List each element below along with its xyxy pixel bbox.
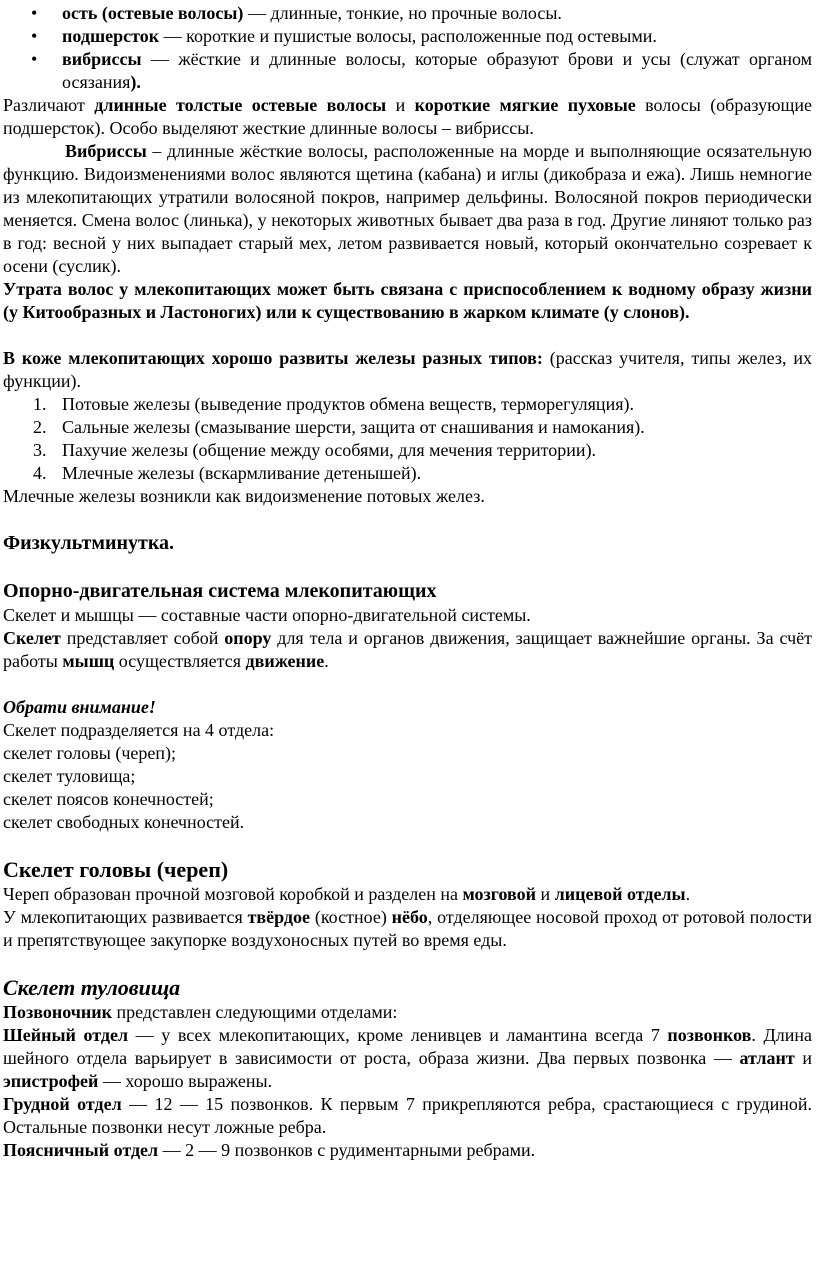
paragraph-thoracic: Грудной отдел — 12 — 15 позвонков. К первым 7 прикрепляются ребра, срастающиеся с грудиной. Остальные позвонки несут ложные ребра. [3, 1094, 812, 1137]
list-item: 3. Пахучие железы (общение между особями, для мечения территории). [33, 440, 597, 460]
paragraph-palate: У млекопитающих развивается твёрдое (костное) нёбо, отделяющее носовой проход от ротовой полости и препятствующее закупорке воздухоносных путей во время еды. [3, 907, 812, 950]
list-item: скелет головы (череп); [3, 743, 177, 763]
list-item: 2. Сальные железы (смазывание шерсти, защита от снашивания и намокания). [33, 417, 645, 437]
paragraph-parts-intro: Скелет подразделяется на 4 отдела: [3, 720, 275, 740]
heading-musculoskeletal: Опорно-двигательная система млекопитающих [3, 580, 437, 602]
paragraph-skeleton-role: Скелет представляет собой опору для тела и органов движения, защищает важнейшие органы. За счёт работы мышц осуществляется движение. [3, 628, 812, 671]
paragraph-skull: Череп образован прочной мозговой коробкой и разделен на мозговой и лицевой отделы. [3, 884, 691, 904]
paragraph-glands-intro: В коже млекопитающих хорошо развиты железы разных типов: (рассказ учителя, типы желез, их функции). [3, 348, 812, 391]
paragraph-hair-kinds: Различают длинные толстые остевые волосы и короткие мягкие пуховые волосы (образующие подшерсток). Особо выделяют жесткие длинные волосы – вибриссы. [3, 95, 812, 138]
glands-list [3, 393, 812, 485]
heading-trunk-skeleton: Скелет туловища [3, 975, 181, 1000]
bullet-icon: • [31, 3, 38, 23]
paragraph-mammary: Млечные железы возникли как видоизменение потовых желез. [3, 486, 485, 506]
list-item: скелет поясов конечностей; [3, 789, 214, 809]
list-item: 4. Млечные железы (вскармливание детенышей). [33, 463, 422, 483]
list-item: скелет свободных конечностей. [3, 812, 245, 832]
paragraph-lumbar: Поясничный отдел — 2 — 9 позвонков с рудиментарными ребрами. [3, 1140, 536, 1160]
list-item: • подшерсток — короткие и пушистые волосы, расположенные под остевыми. [31, 26, 657, 46]
paragraph-spine: Позвоночник представлен следующими отделами: [3, 1002, 398, 1022]
paragraph-vibrissae: Вибриссы – длинные жёсткие волосы, расположенные на морде и выполняющие осязательную функцию. Видоизменениями волос являются щетина (кабана) и иглы (дикобраза и ежа). Лишь немногие из млекопитающих утратили волосяной покров, например дельфины. Волосяной покров периодически меняется. Смена волос (линька), у некоторых животных бывает два раза в год. Другие линяют только раз в год: весной у них выпадает старый мех, летом развивается новый, который окончательно созревает к осени (суслик). [3, 141, 812, 276]
bullet-icon: • [31, 49, 38, 69]
list-item: • ость (остевые волосы) — длинные, тонкие, но прочные волосы. [31, 3, 562, 23]
heading-skull: Скелет головы (череп) [3, 857, 229, 882]
paragraph-skeleton-muscles: Скелет и мышцы — составные части опорно-двигательной системы. [3, 605, 531, 625]
paragraph-hair-loss: Утрата волос у млекопитающих может быть связана с приспособлением к водному образу жизни (у Китообразных и Ластоногих) или к существованию в жарком климате (у слонов). [3, 279, 812, 322]
heading-phys-minute: Физкультминутка. [3, 532, 175, 554]
list-item: скелет туловища; [3, 766, 136, 786]
list-item: 1. Потовые железы (выведение продуктов обмена веществ, терморегуляция). [33, 394, 634, 414]
list-item: • вибриссы — жёсткие и длинные волосы, которые образуют брови и усы (служат органом осязания). [31, 49, 812, 92]
note-label: Обрати внимание! [3, 697, 156, 717]
bullet-icon: • [31, 26, 38, 46]
paragraph-cervical: Шейный отдел — у всех млекопитающих, кроме ленивцев и ламантина всегда 7 позвонков. Длина шейного отдела варьирует в зависимости от роста, образа жизни. Два первых позвонка — атлант и эпистрофей — хорошо выражены. [3, 1025, 812, 1091]
hair-types-list [3, 2, 812, 94]
